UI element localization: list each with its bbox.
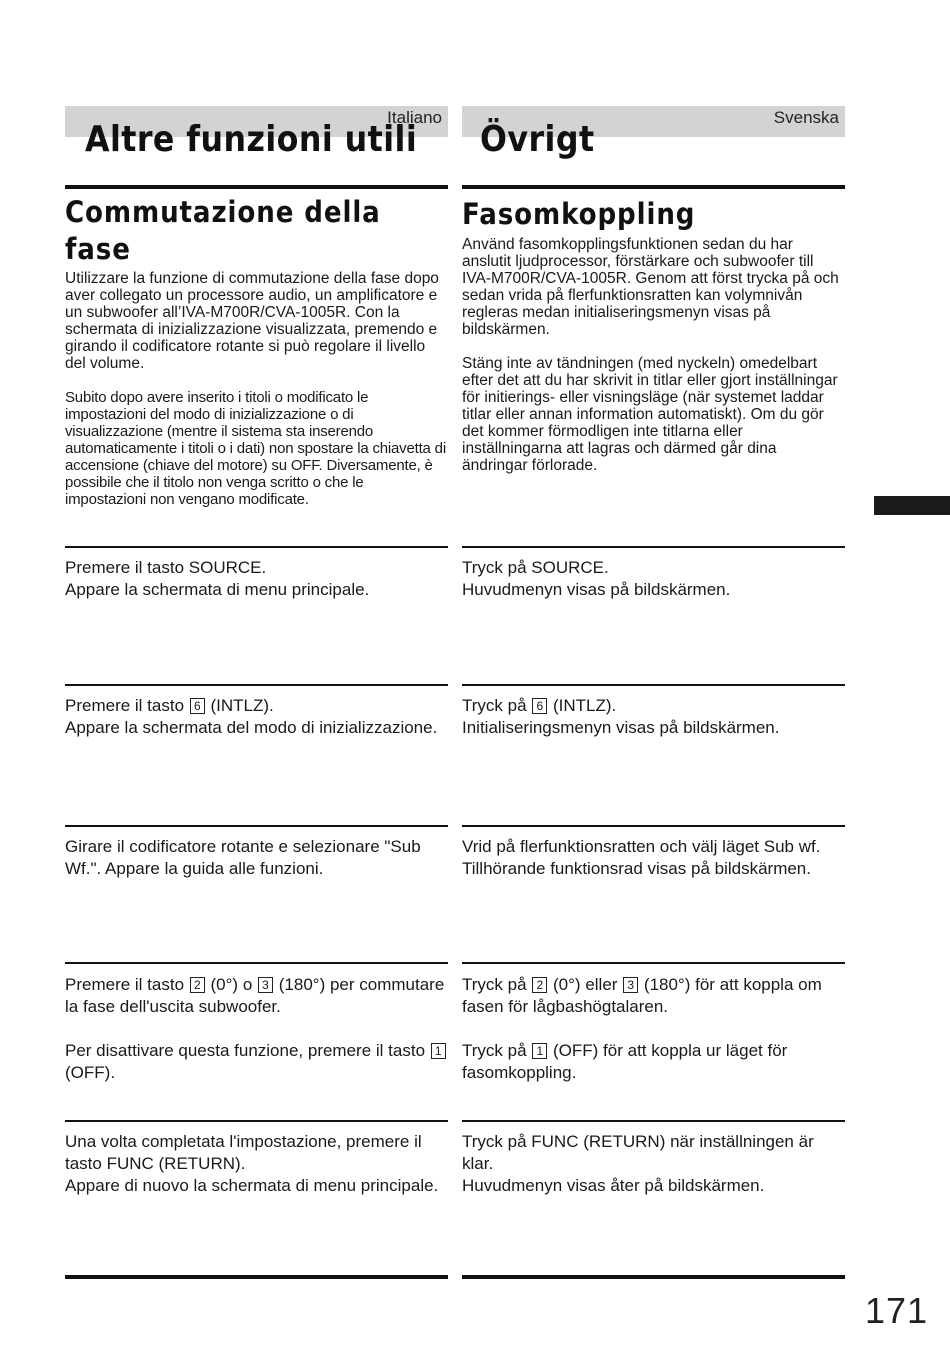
key-6-icon: 6	[532, 698, 547, 714]
key-3-icon: 3	[623, 977, 638, 993]
section-title: Övrigt	[480, 119, 595, 160]
step-5: Una volta completata l'impostazione, premere il tasto FUNC (RETURN). Appare di nuovo la schermata di menu principale.	[65, 1132, 439, 1195]
step-1: Premere il tasto SOURCE. Appare la schermata di menu principale.	[65, 558, 370, 599]
subsection-title: Commutazione della fase	[65, 195, 381, 266]
divider	[65, 962, 448, 964]
thumb-index-tab	[874, 496, 950, 515]
divider	[462, 825, 845, 827]
divider	[462, 1120, 845, 1122]
language-label: Svenska	[773, 108, 839, 127]
step-2: Premere il tasto 6 (INTLZ). Appare la schermata del modo di inizializzazione.	[65, 696, 438, 737]
key-6-icon: 6	[190, 698, 205, 714]
divider	[65, 684, 448, 686]
warning-paragraph: Subito dopo avere inserito i titoli o modificato le impostazioni del modo di inizializzazione o di visualizzazione (mentre il sistema sta inserendo automaticamente i titoli o i dati) non spostare la chiavetta di accensione (chiave del motore) su OFF. Diversamente, è possibile che il titolo non venga scritto o che le impostazioni non vengano modificate.	[65, 389, 446, 508]
key-1-icon: 1	[431, 1043, 446, 1059]
divider	[462, 684, 845, 686]
divider	[65, 1120, 448, 1122]
divider	[462, 546, 845, 548]
step-4: Tryck på 2 (0°) eller 3 (180°) för att koppla om fasen för lågbashögtalaren. Tryck på 1 (OFF) för att koppla ur läget för fasomkoppling.	[462, 975, 822, 1082]
key-2-icon: 2	[532, 977, 547, 993]
divider	[462, 185, 845, 189]
intro-text	[65, 270, 448, 525]
step-2: Tryck på 6 (INTLZ). Initialiseringsmenyn visas på bildskärmen.	[462, 696, 780, 737]
section-title: Altre funzioni utili	[85, 119, 418, 160]
intro-paragraph: Använd fasomkopplingsfunktionen sedan du har anslutit ljudprocessor, förstärkare och subwoofer till IVA-M700R/CVA-1005R. Genom att först trycka på och sedan vrida på flerfunktionsratten kan volymnivån regleras medan initialiseringsmenyn visas på bildskärmen.	[462, 236, 839, 338]
divider	[462, 962, 845, 964]
language-label: Italiano	[387, 108, 442, 127]
step-3: Girare il codificatore rotante e selezionare "Sub Wf.". Appare la guida alle funzioni.	[65, 837, 421, 878]
step-5: Tryck på FUNC (RETURN) när inställningen är klar. Huvudmenyn visas åter på bildskärmen.	[462, 1132, 814, 1195]
warning-paragraph: Stäng inte av tändningen (med nyckeln) omedelbart efter det att du har skrivit in titlar eller gjort inställningar för initierings- eller visningsläge (när systemet laddar titlar eller annan information automatiskt). Om du gör det kommer förmodligen inte titlarna eller inställningarna att lagras och därmed går dina ändringar förlorade.	[462, 355, 838, 474]
key-2-icon: 2	[190, 977, 205, 993]
key-1-icon: 1	[532, 1043, 547, 1059]
step-3: Vrid på flerfunktionsratten och välj läget Sub wf. Tillhörande funktionsrad visas på bildskärmen.	[462, 837, 821, 878]
step-1: Tryck på SOURCE. Huvudmenyn visas på bildskärmen.	[462, 558, 731, 599]
divider	[462, 1275, 845, 1279]
divider	[65, 546, 448, 548]
key-3-icon: 3	[258, 977, 273, 993]
divider	[65, 1275, 448, 1279]
page-number: 171	[865, 1290, 929, 1331]
intro-text	[462, 236, 845, 491]
intro-paragraph: Utilizzare la funzione di commutazione della fase dopo aver collegato un processore audio, un amplificatore e un subwoofer all’IVA-M700R/CVA-1005R. Con la schermata di inizializzazione visualizzata, premendo e girando il codificatore rotante si può regolare il livello del volume.	[65, 270, 439, 372]
step-4: Premere il tasto 2 (0°) o 3 (180°) per commutare la fase dell'uscita subwoofer. Per disattivare questa funzione, premere il tasto 1 (OFF).	[65, 975, 445, 1082]
divider	[65, 825, 448, 827]
divider	[65, 185, 448, 189]
subsection-title: Fasomkoppling	[462, 197, 696, 231]
